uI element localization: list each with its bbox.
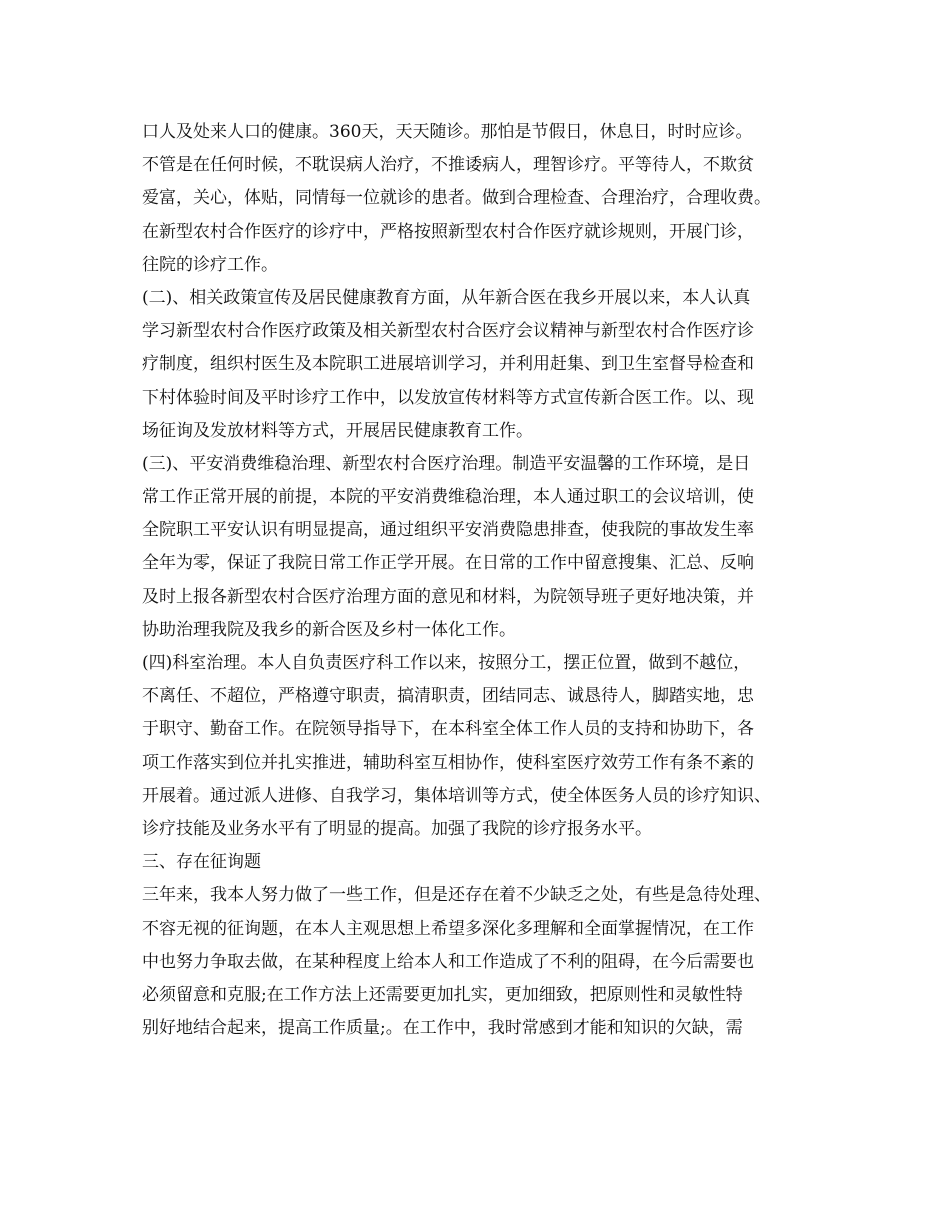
text-line: 不离任、不超位，严格遵守职责，搞清职责，团结同志、诚恳待人，脚踏实地，忠 [142,686,754,707]
text-line: 于职守、勤奋工作。在院领导指导下，在本科室全体工作人员的支持和协助下，各 [142,719,754,740]
text-line: 爱富，关心，体贴，同情每一位就诊的患者。做到合理检查、合理治疗，合理收费。 [142,188,771,209]
text-line: 别好地结合起来，提高工作质量;。在工作中，我时常感到才能和知识的欠缺，需 [142,1018,743,1039]
document-body [142,116,842,1045]
section-3-line: (三)、平安消费维稳治理、新型农村合医疗治理。制造平安温馨的工作环境，是日 [142,453,751,474]
text-line: 必须留意和克服;在工作方法上还需要更加扎实，更加细致，把原则性和灵敏性特 [142,984,743,1005]
text-line: 下村体验时间及平时诊疗工作中，以发放宣传材料等方式宣传新合医工作。以、现 [142,387,754,408]
text-line: 学习新型农村合作医疗政策及相关新型农村合医疗会议精神与新型农村合作医疗诊 [142,321,754,342]
text-line: 场征询及发放材料等方式，开展居民健康教育工作。 [142,420,533,441]
text-line: 在新型农村合作医疗的诊疗中，严格按照新型农村合作医疗就诊规则，开展门诊， [142,221,754,242]
text-line: 三年来，我本人努力做了一些工作，但是还存在着不少缺乏之处，有些是急待处理、 [142,885,771,906]
text-line: 口人及处来人口的健康。360天，天天随诊。那怕是节假日，休息日，时时应诊。 [142,122,753,142]
text-line: 全院职工平安认识有明显提高，通过组织平安消费隐患排查，使我院的事故发生率 [142,520,754,541]
text-line: 不管是在任何时候，不耽误病人治疗，不推诿病人，理智诊疗。平等待人，不欺贫 [142,155,754,176]
text-line: 常工作正常开展的前提，本院的平安消费维稳治理，本人通过职工的会议培训，使 [142,487,754,508]
text-line: 项工作落实到位并扎实推进，辅助科室互相协作，使科室医疗效劳工作有条不紊的 [142,752,754,773]
text-line: 不容无视的征询题，在本人主观思想上希望多深化多理解和全面掌握情况，在工作 [142,918,754,939]
section-2-line: (二)、相关政策宣传及居民健康教育方面，从年新合医在我乡开展以来，本人认真 [142,287,751,308]
text-line: 疗制度，组织村医生及本院职工进展培训学习，并利用赶集、到卫生室督导检查和 [142,354,754,375]
text-line: 协助治理我院及我乡的新合医及乡村一体化工作。 [142,619,516,640]
text-line: 中也努力争取去做，在某种程度上给本人和工作造成了不利的阻碍，在今后需要也 [142,951,754,972]
section-heading: 三、存在征询题 [142,852,261,873]
text-line: 全年为零，保证了我院日常工作正学开展。在日常的工作中留意搜集、汇总、反响 [142,553,754,574]
text-line: 及时上报各新型农村合医疗治理方面的意见和材料，为院领导班子更好地决策，并 [142,586,754,607]
text-line: 往院的诊疗工作。 [142,254,278,275]
text-line: 开展着。通过派人进修、自我学习，集体培训等方式，使全体医务人员的诊疗知识、 [142,785,771,806]
section-4-line: (四)科室治理。本人自负责医疗科工作以来，按照分工，摆正位置，做到不越位， [142,653,751,673]
text-line: 诊疗技能及业务水平有了明显的提高。加强了我院的诊疗报务水平。 [142,818,652,839]
